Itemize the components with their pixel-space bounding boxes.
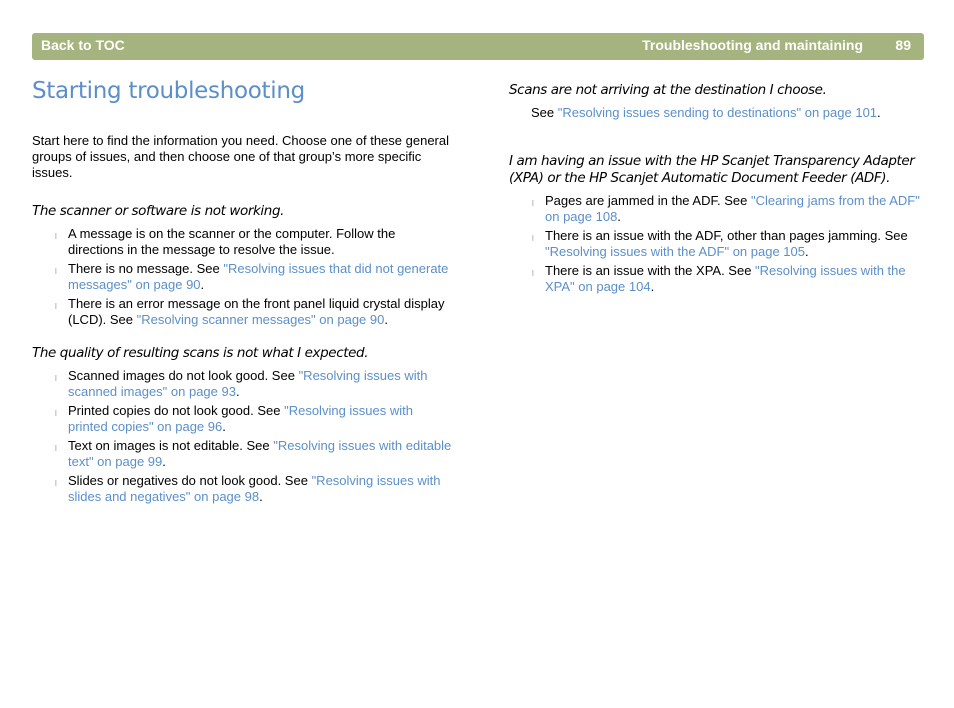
bullet-icon: l [55, 302, 57, 311]
list-item [55, 226, 452, 257]
cross-reference-link[interactable]: "Resolving issues with the XPA" on page 104 [545, 263, 906, 294]
back-to-toc-link[interactable]: Back to TOC [41, 37, 125, 53]
bullet-icon: l [55, 267, 57, 276]
right-column [509, 82, 929, 312]
group-heading: I am having an issue with the HP Scanjet Transparency Adapter (XPA) or the HP Scanjet Automatic Document Feeder (ADF). [509, 153, 915, 186]
cross-reference-link[interactable]: "Resolving issues that did not generate messages" on page 90 [68, 261, 449, 292]
item-text: Pages are jammed in the ADF. See [545, 193, 751, 208]
bullet-icon: l [532, 199, 534, 208]
item-text: There is no message. See [68, 261, 224, 276]
bullet-icon: l [55, 409, 57, 418]
intro-paragraph: Start here to find the information you need. Choose one of these general groups of issues, and then choose one of that group’s more specific issues. [32, 133, 449, 180]
group-heading: The quality of resulting scans is not what I expected. [32, 345, 369, 361]
item-punctuation: . [259, 488, 263, 504]
cross-reference-link[interactable]: "Resolving issues sending to destinations" on page 101 [557, 105, 878, 120]
cross-reference-link[interactable]: "Resolving issues with slides and negatives" on page 98 [68, 473, 441, 504]
item-text: There is an error message on the front panel liquid crystal display (LCD). See [68, 296, 445, 327]
see-reference [509, 105, 929, 121]
list-item [532, 228, 929, 259]
item-punctuation: . [877, 105, 881, 120]
cross-reference-link[interactable]: "Resolving issues with the ADF" on page 105 [545, 243, 805, 259]
item-punctuation: . [200, 276, 205, 292]
item-punctuation: . [617, 208, 621, 224]
item-punctuation: . [805, 243, 809, 259]
bullet-icon: l [532, 269, 534, 278]
item-punctuation: . [162, 453, 166, 469]
item-text: See [531, 105, 558, 120]
bullet-icon: l [55, 479, 57, 488]
cross-reference-link[interactable]: "Clearing jams from the ADF" on page 108 [545, 193, 920, 224]
issue-list [509, 193, 929, 294]
item-punctuation: . [235, 383, 240, 399]
item-text: Slides or negatives do not look good. See [68, 473, 312, 488]
issue-list [32, 226, 452, 327]
bullet-icon: l [532, 234, 534, 243]
item-text: Text on images is not editable. See [68, 438, 274, 453]
section-title: Troubleshooting and maintaining [642, 37, 863, 53]
bullet-icon: l [55, 374, 57, 383]
item-text: There is an issue with the XPA. See [545, 263, 756, 278]
item-text: Printed copies do not look good. See [68, 403, 285, 418]
item-text: Scanned images do not look good. See [68, 368, 299, 383]
list-item [55, 403, 452, 434]
item-punctuation: . [222, 418, 226, 434]
header-bar [32, 33, 924, 60]
list-item [55, 368, 452, 399]
item-text: A message is on the scanner or the computer. Follow the directions in the message to resolve the issue. [68, 226, 396, 257]
item-punctuation: . [650, 278, 655, 294]
cross-reference-link[interactable]: "Resolving issues with printed copies" on page 96 [68, 403, 413, 434]
cross-reference-link[interactable]: "Resolving scanner messages" on page 90 [136, 311, 385, 327]
item-punctuation: . [384, 311, 388, 327]
cross-reference-link[interactable]: "Resolving issues with editable text" on page 99 [68, 438, 452, 469]
cross-reference-link[interactable]: "Resolving issues with scanned images" on page 93 [68, 368, 428, 399]
page-title: Starting troubleshooting [32, 78, 305, 104]
left-column [32, 133, 452, 522]
page-number: 89 [895, 37, 911, 53]
item-text: There is an issue with the ADF, other than pages jamming. See [545, 228, 908, 243]
bullet-icon: l [55, 232, 57, 241]
group-heading: Scans are not arriving at the destination I choose. [509, 82, 827, 98]
list-item [55, 438, 452, 469]
list-item [532, 263, 929, 294]
list-item [55, 473, 452, 504]
list-item [55, 261, 452, 292]
list-item [532, 193, 929, 224]
list-item [55, 296, 452, 327]
group-heading: The scanner or software is not working. [32, 203, 285, 219]
bullet-icon: l [55, 444, 57, 453]
issue-list [32, 368, 452, 504]
